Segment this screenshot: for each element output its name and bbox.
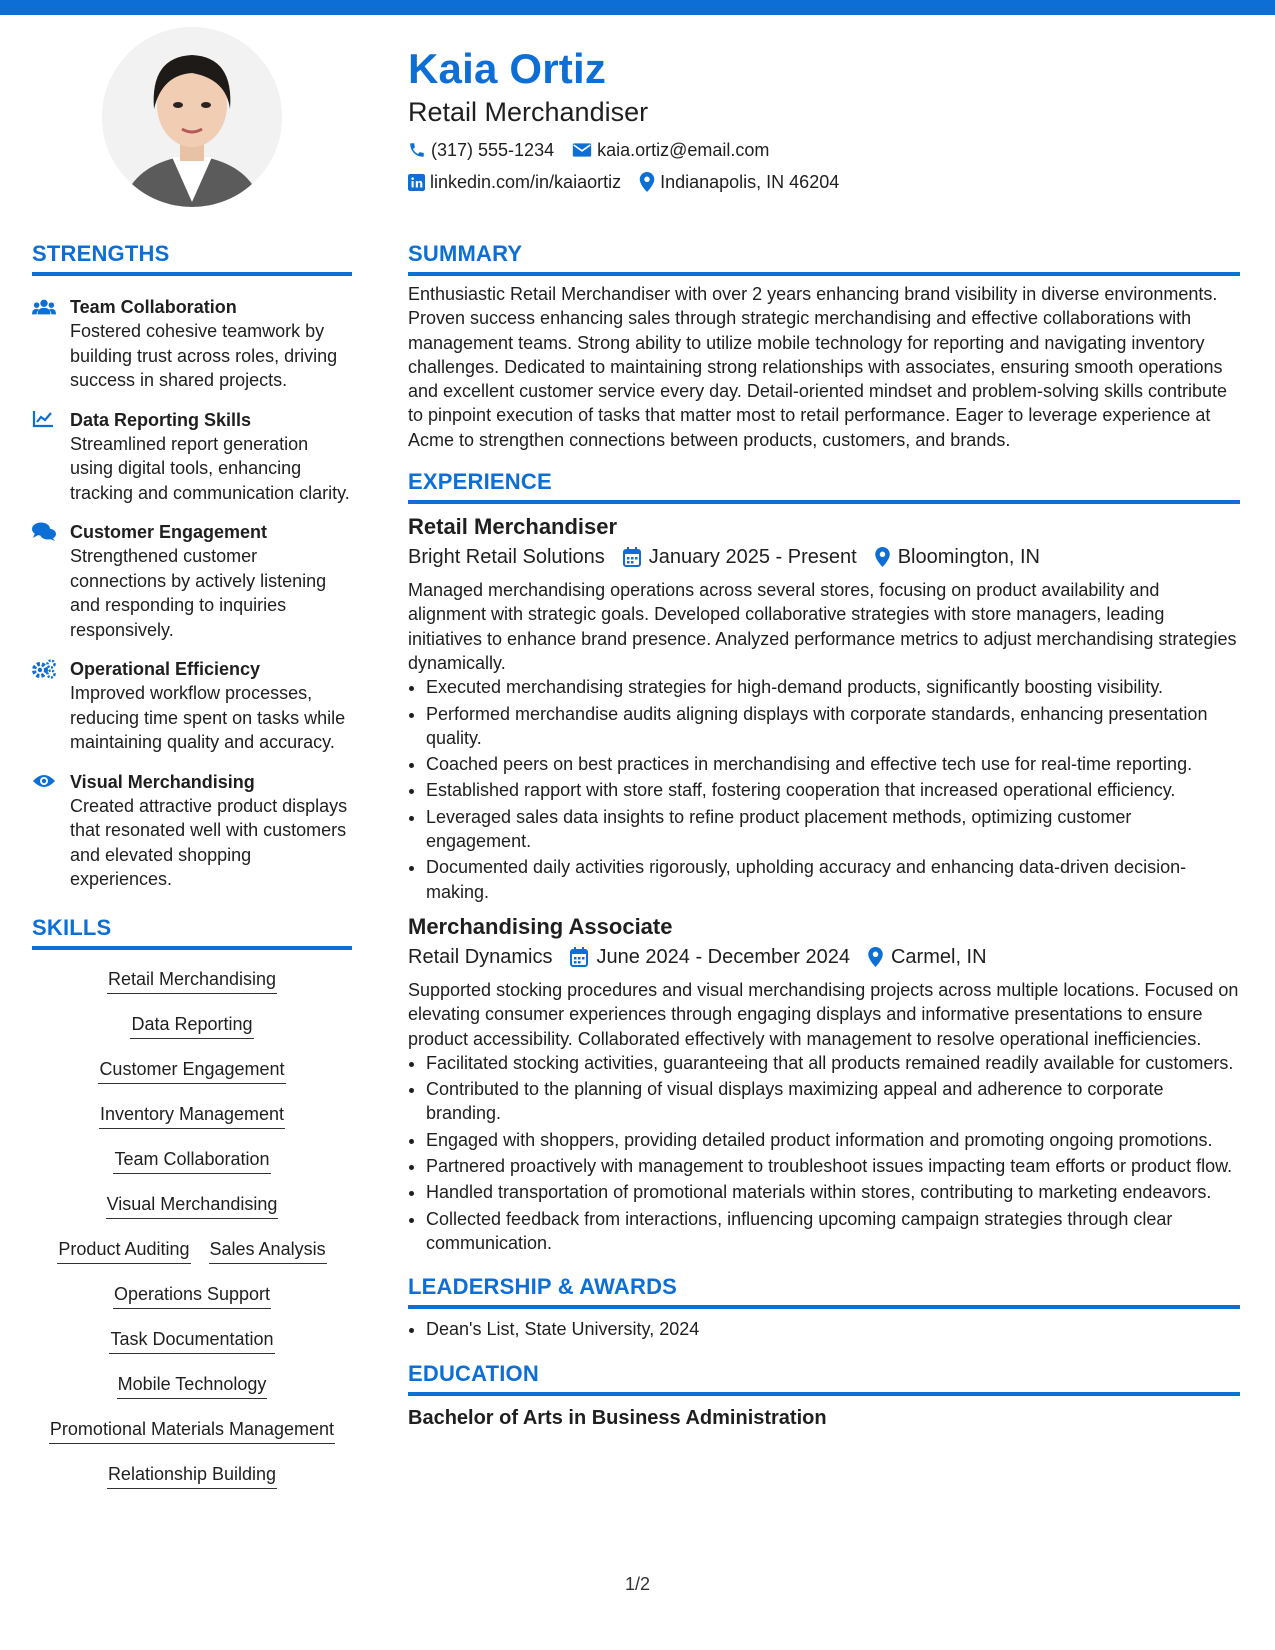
list-item: • Partnered proactively with management to troubleshoot issues impacting team efforts or product flow. [426, 1154, 1240, 1178]
job-entry [408, 512, 1240, 904]
job-company: Bright Retail Solutions [408, 546, 605, 569]
list-item: • Handled transportation of promotional materials within stores, contributing to marketing endeavors. [426, 1180, 1240, 1204]
strength-title: Visual Merchandising [70, 771, 255, 792]
map-pin-icon [868, 947, 883, 967]
email-text: kaia.ortiz@email.com [597, 140, 770, 160]
chart-line-icon [32, 408, 70, 506]
list-item: • Facilitated stocking activities, guaranteeing that all products remained readily available for customers. [426, 1051, 1240, 1075]
left-column [32, 240, 352, 1508]
page-number: 1/2 [625, 1574, 651, 1594]
map-pin-icon [639, 172, 655, 192]
strength-desc: Strengthened customer connections by actively listening and responding to inquiries responsively. [70, 546, 327, 640]
top-accent-bar [0, 0, 1275, 15]
experience-heading: EXPERIENCE [408, 468, 1240, 504]
list-item: • Dean's List, State University, 2024 [426, 1317, 1240, 1341]
eye-icon [32, 770, 70, 892]
strength-title: Operational Efficiency [70, 659, 261, 679]
list-item: • Documented daily activities rigorously, upholding accuracy and enhancing data-driven decision-making. [426, 855, 1240, 904]
skill-tag: Mobile Technology [117, 1373, 268, 1399]
job-location: Bloomington, IN [897, 546, 1040, 569]
candidate-name: Kaia Ortiz [408, 45, 607, 92]
linkedin-item[interactable] [408, 170, 621, 194]
location-item [639, 170, 839, 194]
skill-tag: Relationship Building [107, 1463, 277, 1489]
job-company: Retail Dynamics [408, 945, 553, 968]
job-entry [408, 912, 1240, 1255]
map-pin-icon [875, 547, 890, 567]
calendar-icon [570, 947, 588, 967]
skill-tag: Product Auditing [57, 1238, 190, 1264]
strength-title: Data Reporting Skills [70, 409, 252, 430]
profile-photo [102, 27, 282, 207]
job-dates-item [623, 542, 857, 572]
strength-item [32, 770, 352, 892]
skill-tag: Operations Support [113, 1283, 271, 1309]
job-location: Carmel, IN [890, 945, 987, 968]
location-text: Indianapolis, IN 46204 [660, 172, 840, 192]
job-description: Supported stocking procedures and visual merchandising projects across multiple locations. Focused on elevating consumer experiences through engaging displays and informative presentations to ensure product accessibility. Collaborated effectively with management to resolve operational inefficiencies. [408, 979, 1239, 1049]
skills-list [32, 968, 352, 1508]
summary-heading: SUMMARY [408, 240, 1240, 276]
list-item: • Established rapport with store staff, fostering cooperation that increased operational efficiency. [426, 778, 1240, 802]
awards-list [408, 1317, 1240, 1341]
strength-item [32, 657, 352, 755]
skills-heading: SKILLS [32, 914, 352, 950]
job-location-item [868, 942, 987, 972]
skill-tag: Data Reporting [130, 1013, 253, 1039]
education-heading: EDUCATION [408, 1360, 1240, 1396]
job-description: Managed merchandising operations across several stores, focusing on product availability and alignment with strategic goals. Developed collaborative strategies with store managers, leading initiatives to enhance brand presence. Analyzed performance metrics to adjust merchandising strategies dynamically. [408, 580, 1237, 673]
linkedin-text: linkedin.com/in/kaiaortiz [430, 172, 622, 192]
job-meta [408, 942, 1240, 972]
summary-text: Enthusiastic Retail Merchandiser with over 2 years enhancing brand visibility in diverse environments. Proven success enhancing sales through strategic merchandising and effective collaborations with management teams. Strong ability to utilize mobile technology for reporting and navigating inventory challenges. Dedicated to maintaining strong relationships with associates, ensuring smooth operations and excellent customer service every day. Detail-oriented mindset and problem-solving skills contribute to pinpoint execution of tasks that matter most to retail performance. Eager to leverage experience at Acme to strengthen connections between products, customers, and brands. [408, 284, 1228, 450]
strength-desc: Improved workflow processes, reducing time spent on tasks while maintaining quality and accuracy. [70, 683, 346, 752]
chat-bubbles-icon [32, 520, 70, 642]
resume-header [408, 40, 1238, 194]
phone-text: (317) 555-1234 [431, 140, 555, 160]
list-item: • Collected feedback from interactions, influencing upcoming campaign strategies through clear communication. [426, 1207, 1240, 1256]
skill-tag: Promotional Materials Management [49, 1418, 335, 1444]
skill-tag: Retail Merchandising [107, 968, 277, 994]
strength-desc: Streamlined report generation using digital tools, enhancing tracking and communication clarity. [70, 433, 350, 503]
skill-tag: Team Collaboration [113, 1148, 270, 1174]
list-item: • Leveraged sales data insights to refine product placement methods, optimizing customer engagement. [426, 805, 1240, 854]
strength-item [32, 295, 352, 393]
strength-title: Team Collaboration [70, 297, 237, 317]
gears-icon [32, 657, 70, 755]
job-bullets [408, 1051, 1240, 1255]
strengths-heading: STRENGTHS [32, 240, 352, 276]
strength-title: Customer Engagement [70, 522, 268, 542]
job-title: Merchandising Associate [408, 913, 673, 939]
linkedin-icon [408, 174, 425, 191]
calendar-icon [623, 547, 641, 567]
job-title: Retail Merchandiser [408, 514, 618, 540]
skill-tag: Sales Analysis [209, 1238, 327, 1264]
list-item: • Engaged with shoppers, providing detailed product information and promoting ongoing promotions. [426, 1128, 1240, 1152]
strength-item [32, 520, 352, 642]
list-item: • Executed merchandising strategies for high-demand products, significantly boosting visibility. [426, 675, 1240, 699]
job-location-item [875, 542, 1040, 572]
job-dates-item [570, 942, 850, 972]
strength-desc: Fostered cohesive teamwork by building trust across roles, driving success in shared projects. [70, 321, 338, 390]
list-item: • Contributed to the planning of visual displays maximizing appeal and adherence to corporate branding. [426, 1077, 1240, 1126]
awards-heading: LEADERSHIP & AWARDS [408, 1273, 1240, 1309]
candidate-title: Retail Merchandiser [408, 97, 649, 127]
skill-tag: Task Documentation [109, 1328, 274, 1354]
strength-desc: Created attractive product displays that resonated well with customers and elevated shopping experiences. [70, 795, 348, 889]
list-item: • Performed merchandise audits aligning displays with corporate standards, enhancing presentation quality. [426, 702, 1240, 751]
email-item[interactable] [572, 138, 769, 162]
skill-tag: Customer Engagement [98, 1058, 285, 1084]
education-degree: Bachelor of Arts in Business Administration [408, 1406, 827, 1429]
right-column [408, 240, 1240, 1432]
contact-row-2 [408, 170, 1238, 194]
job-dates: June 2024 - December 2024 [596, 945, 850, 968]
users-icon [32, 295, 70, 393]
strength-item [32, 408, 352, 506]
list-item: • Coached peers on best practices in merchandising and effective tech use for real-time reporting. [426, 752, 1240, 776]
phone-item [408, 138, 554, 162]
phone-icon [408, 141, 426, 159]
skill-tag: Inventory Management [99, 1103, 285, 1129]
job-bullets [408, 675, 1240, 904]
job-dates: January 2025 - Present [648, 546, 857, 569]
contact-row-1 [408, 138, 1238, 162]
skill-tag: Visual Merchandising [106, 1193, 279, 1219]
envelope-icon [572, 142, 592, 158]
job-meta [408, 542, 1240, 572]
